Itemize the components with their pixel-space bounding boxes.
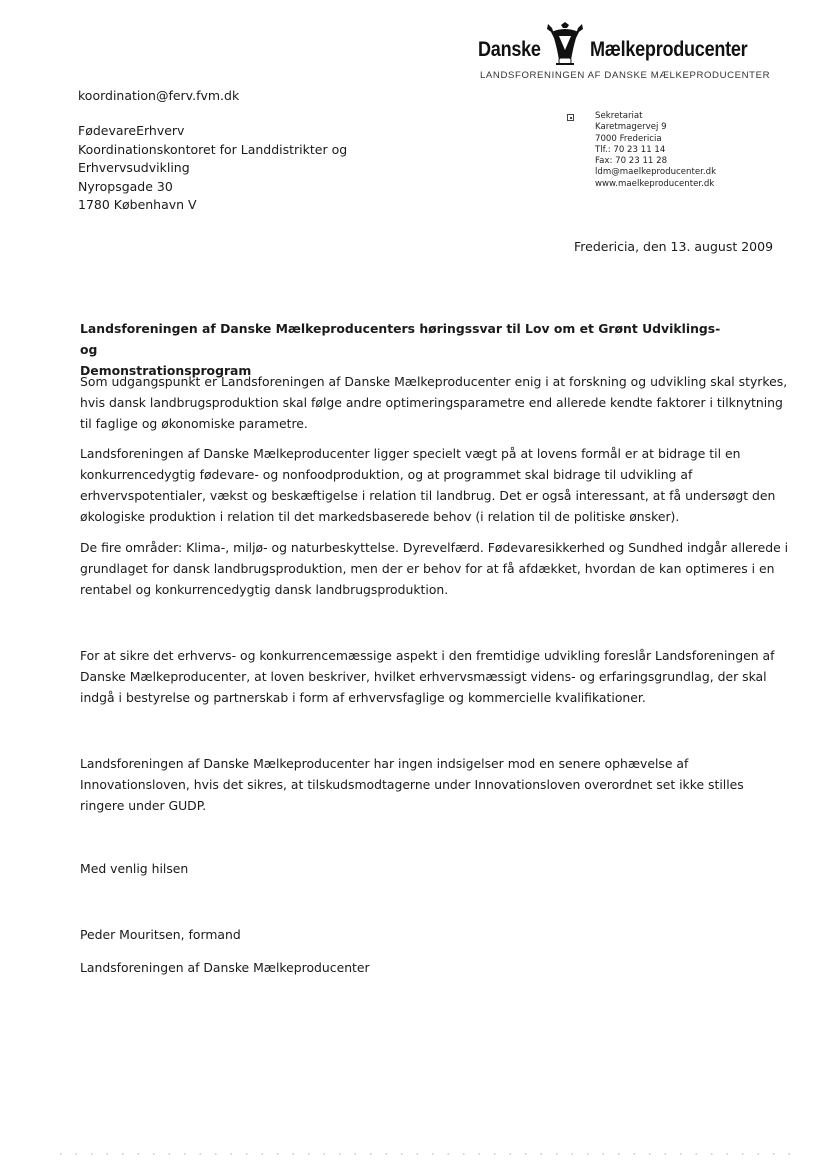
paragraph-4 <box>80 645 775 708</box>
logo-word-danske: Danske <box>478 38 541 61</box>
sender-line: Tlf.: 70 23 11 14 <box>595 144 666 155</box>
paragraph-line: indgå i bestyrelse og partnerskab i form af erhvervsfaglige og kommercielle kvalifikationer. <box>80 690 646 705</box>
paragraph-1 <box>80 371 788 434</box>
recipient-line: Koordinationskontoret for Landdistrikter og <box>78 141 348 157</box>
paragraph-line: For at sikre det erhvervs- og konkurrencemæssige aspekt i den fremtidige udvikling foreslår Landsforeningen af <box>80 648 775 663</box>
bullet-square-icon <box>567 114 574 121</box>
paragraph-line: De fire områder: Klima-, miljø- og naturbeskyttelse. Dyrevelfærd. Fødevaresikkerhed og Sundhed indgår allerede i <box>80 540 789 555</box>
letterhead-logo <box>478 22 771 84</box>
paragraph-line: Landsforeningen af Danske Mælkeproducenter har ingen indsigelser mod en senere ophævelse af <box>80 756 689 771</box>
paragraph-3 <box>80 537 789 600</box>
signature-organization: Landsforeningen af Danske Mælkeproducenter <box>80 960 370 975</box>
recipient-line: FødevareErhverv <box>78 123 185 138</box>
paragraph-line: til faglige og økonomiske parametre. <box>80 416 308 431</box>
paragraph-line: Innovationsloven, hvis det sikres, at tilskudsmodtagerne under Innovationsloven overordnet set ikke stilles <box>80 777 744 792</box>
sender-line: 7000 Fredericia <box>595 133 662 144</box>
sender-line: Fax: 70 23 11 28 <box>595 156 668 167</box>
paragraph-line: hvis dansk landbrugsproduktion skal følge andre optimeringsparametre end allerede kendte faktorer i tilknytning <box>80 395 783 410</box>
cow-head-icon <box>546 22 584 66</box>
paragraph-line: ringere under GUDP. <box>80 798 207 813</box>
signature-name: Peder Mouritsen, formand <box>80 927 241 942</box>
sender-line: Sekretariat <box>595 111 643 121</box>
paragraph-line: rentabel og konkurrencedygtig dansk landbrugsproduktion. <box>80 582 449 597</box>
recipient-line: Nyropsgade 30 <box>78 178 173 194</box>
sender-line: Karetmagervej 9 <box>595 122 667 133</box>
logo-subtitle: LANDSFORENINGEN AF DANSKE MÆLKEPRODUCENTER <box>480 70 771 81</box>
title-line: Landsforeningen af Danske Mælkeproducenters høringssvar til Lov om et Grønt Udviklings- og <box>80 321 721 357</box>
letter-date: Fredericia, den 13. august 2009 <box>574 239 774 254</box>
paragraph-line: Danske Mælkeproducenter, at loven beskriver, hvilket erhvervsmæssigt videns- og erfaringsgrundlag, der skal <box>80 669 767 684</box>
recipient-line: 1780 København V <box>78 197 197 212</box>
paragraph-line: økologiske produktion i relation til det markedsbaserede behov (i relation til de politiske ønsker). <box>80 509 680 524</box>
title-line: Demonstrationsprogram <box>80 363 252 378</box>
recipient-line: Erhvervsudvikling <box>78 160 190 175</box>
paragraph-2 <box>80 443 776 527</box>
paragraph-line: konkurrencedygtig fødevare- og nonfoodproduktion, og at programmet skal bidrage til udvikling af <box>80 467 693 482</box>
paragraph-line: Landsforeningen af Danske Mælkeproducenter ligger specielt vægt på at lovens formål er at bidrage til en <box>80 446 741 461</box>
sender-website: www.maelkeproducenter.dk <box>595 178 715 189</box>
recipient-address <box>78 122 347 215</box>
paragraph-line: grundlaget for dansk landbrugsproduktion, men der er behov for at få afdækket, hvordan de kan optimeres i en <box>80 561 775 576</box>
sender-email: ldm@maelkeproducenter.dk <box>595 167 717 178</box>
paragraph-line: Som udgangspunkt er Landsforeningen af Danske Mælkeproducenter enig i at forskning og udvikling skal styrkes, <box>80 374 788 389</box>
recipient-email: koordination@ferv.fvm.dk <box>78 88 240 103</box>
footer-divider <box>0 1150 827 1158</box>
paragraph-line: erhvervspotentialer, vækst og beskæftigelse i relation til landbrug. Det er også interessant, at få undersøgt den <box>80 488 776 503</box>
logo-word-maelkeproducenter: Mælkeproducenter <box>590 38 748 61</box>
paragraph-5 <box>80 753 770 816</box>
closing-salutation: Med venlig hilsen <box>80 861 189 876</box>
